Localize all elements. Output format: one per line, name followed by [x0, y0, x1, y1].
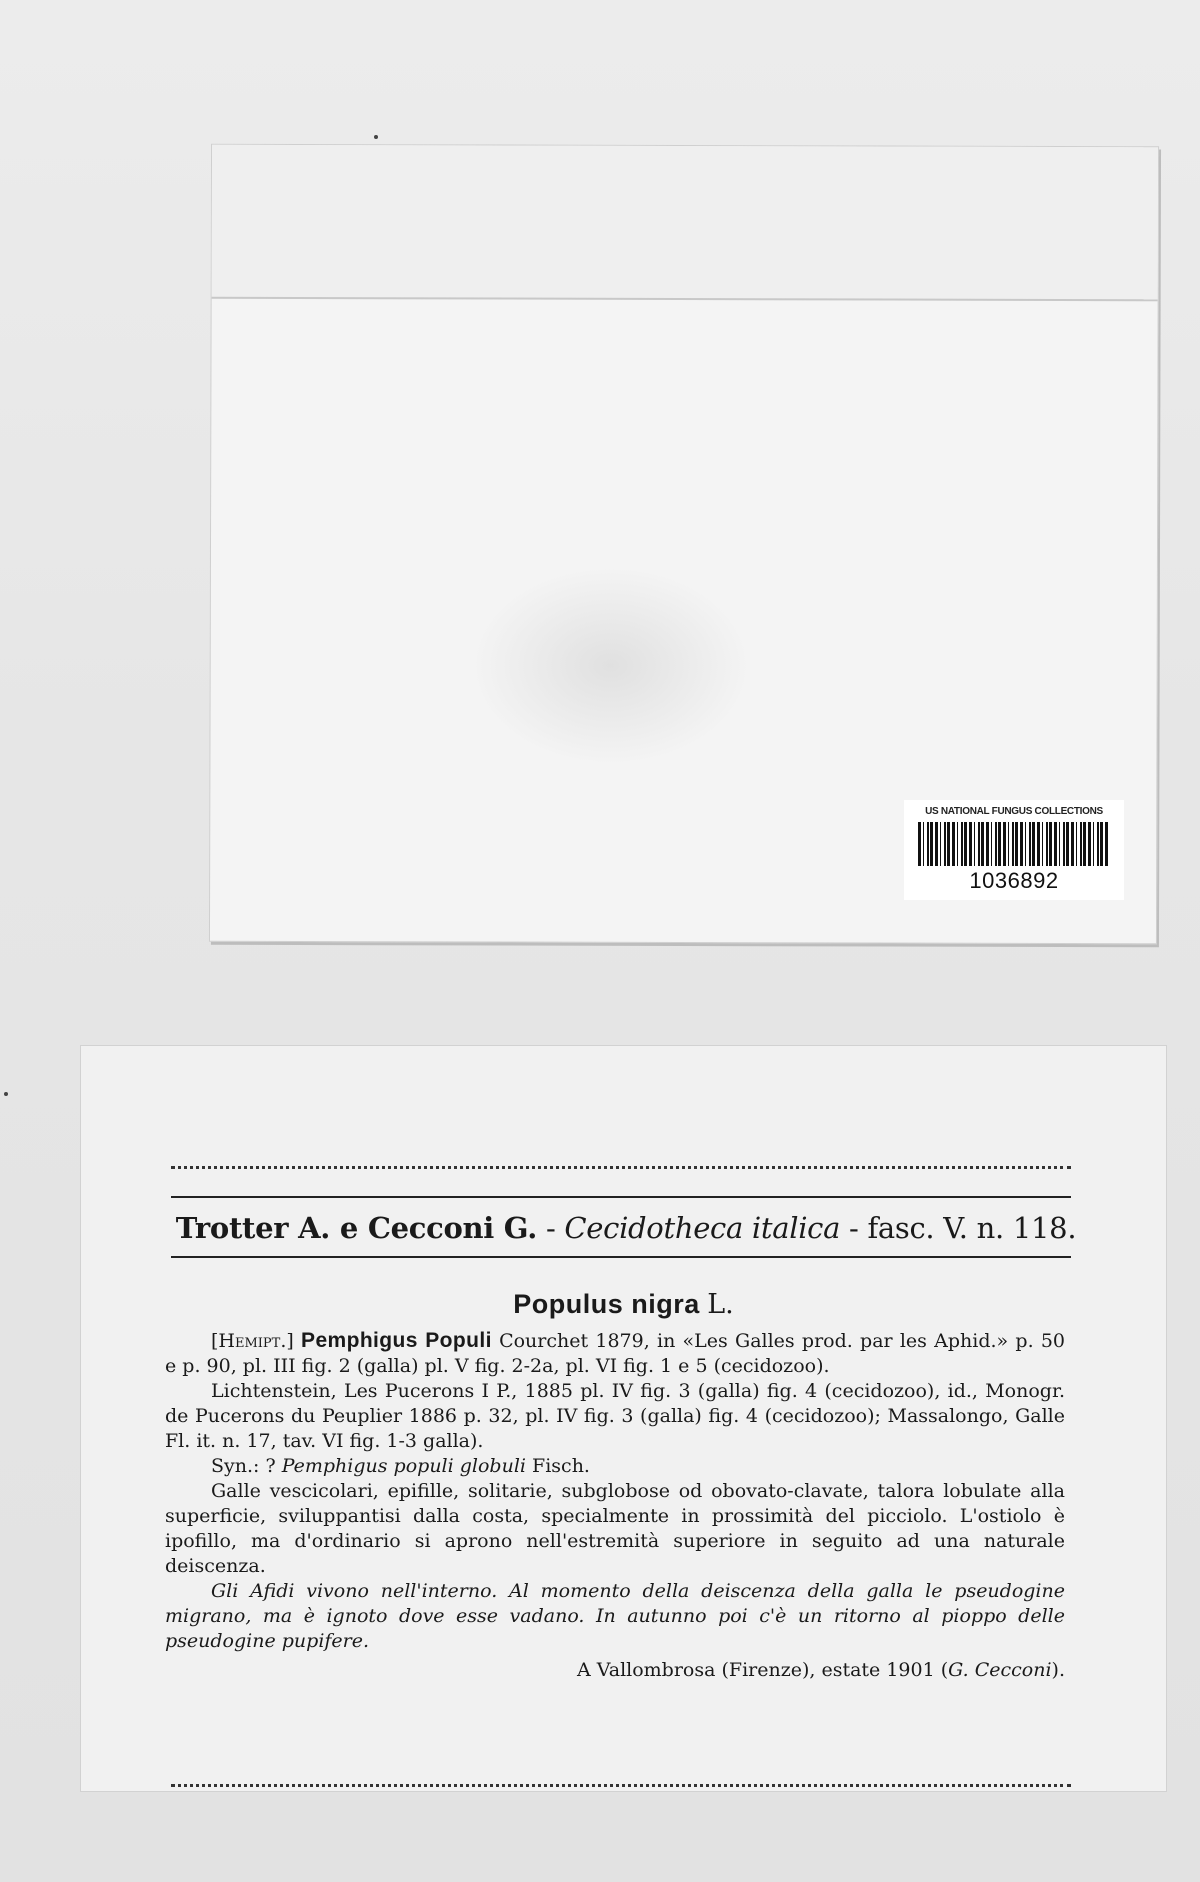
- dotted-divider: [171, 1784, 1071, 1787]
- description-paragraph: Galle vescicolari, epifille, solitarie, subglobose od obovato-clavate, talora lobulate alla superficie, sviluppantisi dalla costa, specialmente in prossimità del picciolo. L'ostiolo è ipofillo, ma d'ordinario si aprono nell'estremità superiore in seguito ad una naturale deiscenza.: [165, 1480, 1065, 1577]
- host-plant: [81, 1289, 1166, 1320]
- header-separator: -: [537, 1211, 565, 1245]
- insect-order: [Hemipt.]: [211, 1330, 294, 1352]
- paper-speck: [4, 1092, 8, 1096]
- synonym-author: Fisch.: [532, 1455, 590, 1477]
- specimen-label: [80, 1045, 1167, 1792]
- synonym-name: Pemphigus populi globuli: [281, 1455, 526, 1477]
- reference-paragraph: Lichtenstein, Les Pucerons I P., 1885 pl. IV fig. 3 (galla) fig. 4 (cecidozoo), id., Monogr. de Pucerons du Peuplier 1886 p. 32, pl. IV fig. 3 (galla) fig. 4 (cecidozoo); Massalongo, Galle Fl. it. n. 17, tav. VI fig. 1-3 galla).: [165, 1380, 1065, 1452]
- biology-paragraph: Gli Afidi vivono nell'interno. Al momento della deiscenza della galla le pseudogine migrano, ma è ignoto dove esse vadano. In autunno poi c'è un ritorno al pioppo delle pseudogine pupifere.: [165, 1580, 1065, 1652]
- envelope-flap[interactable]: [212, 145, 1158, 301]
- barcode-label: [904, 800, 1124, 900]
- rule-divider: [171, 1256, 1071, 1258]
- dotted-divider: [171, 1166, 1071, 1169]
- locality-text: A Vallombrosa (Firenze), estate 1901 (: [577, 1659, 949, 1681]
- species-name: Pemphigus Populi: [301, 1329, 492, 1352]
- barcode-number: 1036892: [969, 868, 1059, 893]
- host-name: Populus nigra: [513, 1289, 700, 1319]
- barcode-icon: [918, 822, 1110, 866]
- species-reference: Courchet 1879, in «Les Galles prod. par les Aphid.» p. 50 e p. 90, pl. III fig. 2 (galla) pl. V fig. 2-2a, pl. VI fig. 1 e 5 (cecidozoo).: [165, 1330, 1066, 1377]
- synonym-prefix: Syn.: ?: [211, 1455, 276, 1477]
- label-fascicle: fasc. V. n. 118.: [867, 1211, 1077, 1245]
- label-body: [165, 1328, 1065, 1683]
- paper-speck: [374, 135, 378, 139]
- locality-end: ).: [1051, 1659, 1065, 1681]
- collector-name: G. Cecconi: [948, 1659, 1052, 1681]
- header-separator: -: [840, 1211, 868, 1245]
- species-paragraph: [165, 1328, 1065, 1379]
- envelope-stain: [470, 565, 751, 766]
- label-authors: Trotter A. e Cecconi G.: [175, 1211, 538, 1245]
- barcode-collection-name: US NATIONAL FUNGUS COLLECTIONS: [925, 806, 1103, 817]
- locality-line: [165, 1658, 1065, 1683]
- label-series: Cecidotheca italica: [564, 1211, 841, 1245]
- label-header: [161, 1211, 1091, 1245]
- synonym-paragraph: [165, 1454, 1065, 1479]
- rule-divider: [171, 1196, 1071, 1198]
- host-author: L.: [707, 1289, 734, 1320]
